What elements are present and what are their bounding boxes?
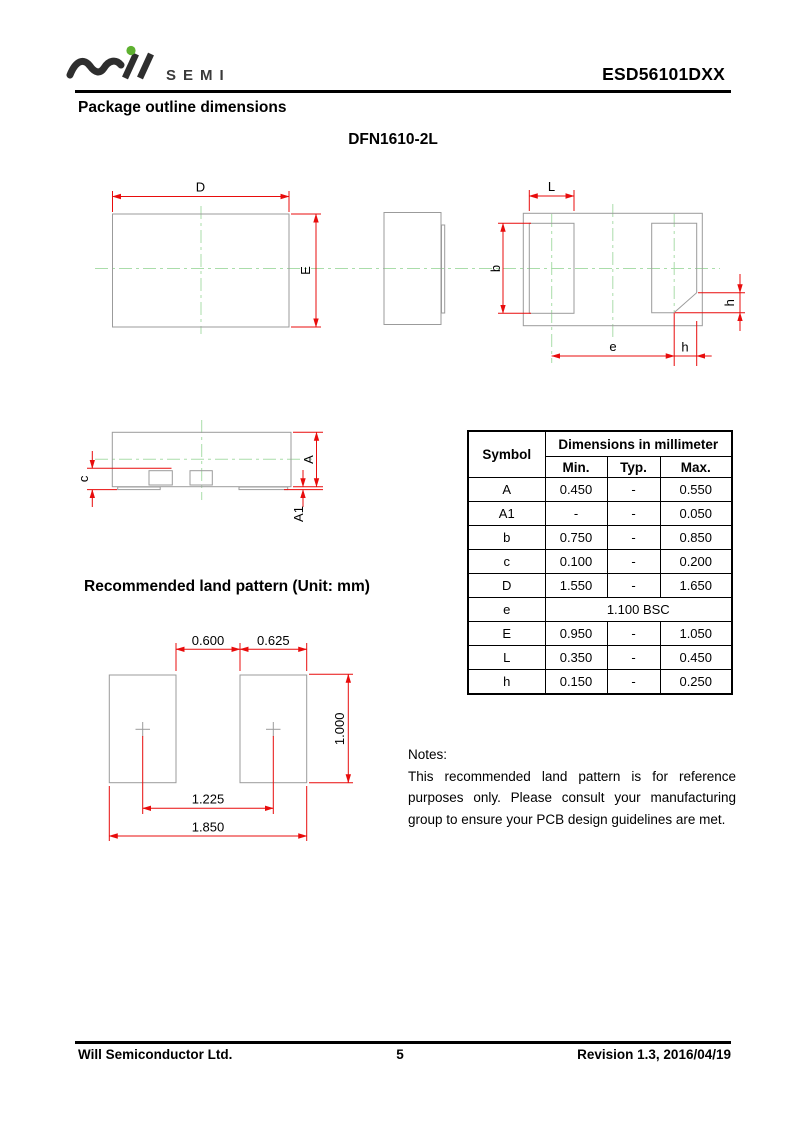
- notes-title: Notes:: [408, 747, 448, 762]
- cell-min: 0.450: [545, 478, 607, 502]
- cell-max: 0.050: [660, 502, 732, 526]
- side-view-drawing: [384, 213, 445, 325]
- cell-min: -: [545, 502, 607, 526]
- table-row-e: [468, 598, 732, 622]
- cell-typ: -: [607, 478, 660, 502]
- dim-label-overall: 1.850: [191, 819, 225, 835]
- cell-max: 0.250: [660, 670, 732, 695]
- header-symbol: Symbol: [468, 431, 545, 478]
- cell-max: 0.850: [660, 526, 732, 550]
- cell-symbol: L: [468, 646, 545, 670]
- header-rule: [75, 90, 731, 93]
- cell-symbol: E: [468, 622, 545, 646]
- cell-min: 0.100: [545, 550, 607, 574]
- land-pattern-title: Recommended land pattern (Unit: mm): [84, 578, 370, 595]
- cell-min: 0.350: [545, 646, 607, 670]
- package-name: DFN1610-2L: [348, 131, 438, 148]
- cell-typ: -: [607, 646, 660, 670]
- cell-min: 1.550: [545, 574, 607, 598]
- cell-max: 1.050: [660, 622, 732, 646]
- cell-symbol: h: [468, 670, 545, 695]
- section-title: Package outline dimensions: [78, 99, 287, 116]
- table-row: [468, 502, 732, 526]
- notes-block: [408, 744, 736, 830]
- dim-label-e: e: [609, 339, 617, 354]
- dim-label-h-side: h: [722, 299, 737, 307]
- cell-min: 0.150: [545, 670, 607, 695]
- cell-symbol: e: [468, 598, 545, 622]
- cell-max: 0.200: [660, 550, 732, 574]
- cell-typ: -: [607, 550, 660, 574]
- dim-label-pad-width: 0.625: [257, 633, 290, 648]
- footer-revision: Revision 1.3, 2016/04/19: [577, 1047, 731, 1062]
- cell-typ: -: [607, 574, 660, 598]
- header-typ: Typ.: [607, 457, 660, 478]
- dim-label-L: L: [547, 179, 556, 194]
- land-pattern-drawing: [109, 633, 353, 841]
- table-header-row: [468, 431, 732, 457]
- dim-label-D: D: [195, 179, 206, 195]
- header-group: Dimensions in millimeter: [545, 431, 732, 457]
- cell-min: 0.950: [545, 622, 607, 646]
- header-min: Min.: [545, 457, 607, 478]
- logo-mark-icon: [70, 46, 151, 78]
- cell-symbol: c: [468, 550, 545, 574]
- table-row: [468, 670, 732, 695]
- cell-max: 1.650: [660, 574, 732, 598]
- table-row: [468, 550, 732, 574]
- cell-typ: -: [607, 502, 660, 526]
- footer-company: Will Semiconductor Ltd.: [78, 1047, 233, 1062]
- cell-typ: -: [607, 670, 660, 695]
- table-row: [468, 526, 732, 550]
- will-semi-logo: [66, 44, 276, 94]
- dim-label-A1: A1: [291, 506, 306, 522]
- cell-typ: -: [607, 526, 660, 550]
- cell-symbol: D: [468, 574, 545, 598]
- cell-symbol: A1: [468, 502, 545, 526]
- notes-body: This recommended land pattern is for reference purposes only. Please consult your manufacturing group to ensure your PCB design guidelines are met.: [408, 768, 736, 827]
- logo-green-dot-icon: [126, 46, 135, 55]
- cell-max: 0.550: [660, 478, 732, 502]
- table-row: [468, 574, 732, 598]
- cell-symbol: b: [468, 526, 545, 550]
- header-max: Max.: [660, 457, 732, 478]
- dim-label-gap: 0.600: [191, 633, 225, 648]
- table-row: [468, 646, 732, 670]
- dim-label-pad-height: 1.000: [332, 712, 347, 746]
- dim-label-b: b: [488, 264, 503, 273]
- dim-label-E: E: [298, 266, 313, 275]
- dimension-table: [467, 430, 733, 695]
- dim-label-h-bottom: h: [681, 339, 689, 355]
- cell-bsc-value: 1.100 BSC: [545, 598, 732, 622]
- footer-page-number: 5: [396, 1047, 404, 1062]
- cell-typ: -: [607, 622, 660, 646]
- cell-min: 0.750: [545, 526, 607, 550]
- cell-max: 0.450: [660, 646, 732, 670]
- part-number: ESD56101DXX: [602, 64, 725, 84]
- table-row: [468, 622, 732, 646]
- cell-symbol: A: [468, 478, 545, 502]
- dim-label-pitch: 1.225: [191, 791, 225, 807]
- logo-semi-text: SEMI: [166, 67, 231, 84]
- table-row: [468, 478, 732, 502]
- dim-label-c: c: [76, 475, 91, 483]
- footer-rule: [75, 1041, 731, 1044]
- bottom-view-drawing: [488, 179, 745, 366]
- top-view-drawing: [113, 180, 322, 335]
- profile-view-drawing: [76, 420, 323, 522]
- dim-label-A: A: [301, 455, 316, 464]
